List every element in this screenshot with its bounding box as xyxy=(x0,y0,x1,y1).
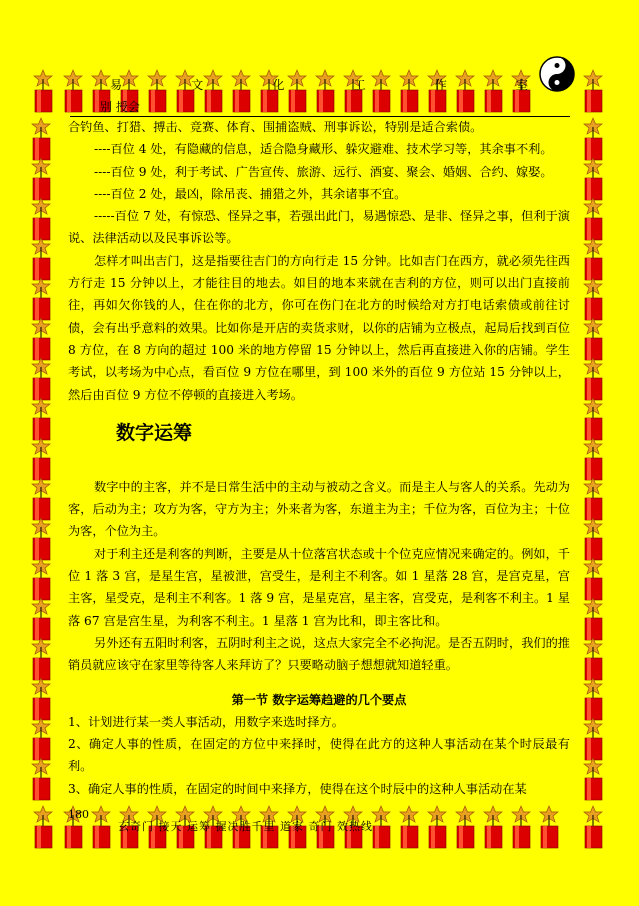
subsection-heading: 第一节 数字运筹趋避的几个要点 xyxy=(231,692,407,707)
header-title-char: 化 xyxy=(272,78,287,92)
paragraph: 另外还有五阳时利客，五阴时利主之说，这点大家完全不必拘泥。是否五阴时，我们的推销员就应该守在家里等待客人来拜访了？只要略动脑子想想就知道轻重。 xyxy=(68,635,570,673)
candle-star-icon xyxy=(32,758,50,800)
candle-star-icon xyxy=(32,198,50,240)
candle-star-icon xyxy=(32,118,50,160)
candle-star-icon xyxy=(584,478,602,520)
page-header xyxy=(70,72,570,118)
candle-star-icon xyxy=(32,158,50,200)
candle-star-icon xyxy=(584,598,602,640)
candle-star-icon xyxy=(584,70,602,112)
candle-star-icon xyxy=(584,806,602,848)
candle-star-icon xyxy=(32,398,50,440)
candle-star-icon xyxy=(584,198,602,240)
candle-star-icon xyxy=(584,518,602,560)
candle-star-icon xyxy=(584,758,602,800)
paragraph: 合钓鱼、打猎、搏击、竞赛、体育、围捕盗贼、刑事诉讼，特别是适合索债。 xyxy=(68,120,483,134)
page-footer xyxy=(68,806,570,836)
paragraph: ----百位 2 处，最凶，除吊丧、捕猎之外，其余诸事不宜。 xyxy=(94,186,407,201)
paragraph: 2、确定人事的性质，在固定的方位中来择时，使得在此方的这种人事活动在某个时辰最有利。 xyxy=(68,737,570,774)
header-title-char: 室 xyxy=(515,78,530,92)
candle-star-icon xyxy=(584,238,602,280)
paragraph: 1、计划进行某一类人事活动，用数字来选时择方。 xyxy=(68,714,344,729)
header-subtitle: 别 授会 xyxy=(100,100,140,114)
candle-star-icon xyxy=(32,678,50,720)
header-title xyxy=(110,76,530,93)
paragraph: ----百位 4 处，有隐藏的信息，适合隐身藏形、躲灾避难、技术学习等，其余事不利。 xyxy=(94,142,553,157)
header-title-char: 文 xyxy=(191,78,206,92)
candle-star-icon xyxy=(584,558,602,600)
candle-star-icon xyxy=(32,638,50,680)
candle-star-icon xyxy=(584,158,602,200)
candle-star-icon xyxy=(32,358,50,400)
candle-star-icon xyxy=(32,558,50,600)
header-title-char: 易 xyxy=(110,78,125,92)
candle-star-icon xyxy=(584,278,602,320)
candle-star-icon xyxy=(584,358,602,400)
candle-star-icon xyxy=(584,438,602,480)
candle-star-icon xyxy=(32,598,50,640)
paragraph: 怎样才叫出吉门，这是指要往吉门的方向行走 15 分钟。比如吉门在西方，就必须先往西方行走 15 分钟以上，才能往目的地去。如目的地本来就在吉利的方位，则可以出门直接前往，再如欠你钱的人，住在你的北方，你可在伤门在北方的时候给对方打电话索债或前往讨债，会有出乎意料的效果。比如你是开店的卖货求财，以你的店铺为立极点，起局后找到百位 8 方位，在 8 方向的超过 100 米的地方停留 15 分钟以上，然后再直接进入你的店铺。学生考试，以考场为中心点，看百位 9 方位在哪里，到 100 米外的百位 9 方位站 15 分钟以上，然后由百位 9 方位不停顿的直接进入考场。 xyxy=(68,253,570,402)
candle-star-icon xyxy=(32,278,50,320)
section-heading: 数字运筹 xyxy=(116,421,193,444)
candle-star-icon xyxy=(32,478,50,520)
page-content xyxy=(68,116,570,800)
footer-text: 玄奇门 接天 运筹 握决胜千里 道家 奇门 效热线 xyxy=(118,820,373,833)
candle-star-icon xyxy=(32,238,50,280)
candle-star-icon xyxy=(584,398,602,440)
candle-star-icon xyxy=(32,518,50,560)
candle-star-icon xyxy=(32,718,50,760)
header-title-char: 工 xyxy=(353,78,368,92)
paragraph: 数字中的主客，并不是日常生活中的主动与被动之含义。而是主人与客人的关系。先动为客，后动为主；攻方为客，守方为主；外来者为客，东道主为主；千位为客，百位为主；十位为客，个位为主。 xyxy=(68,479,570,539)
candle-star-icon xyxy=(584,678,602,720)
paragraph: -----百位 7 处，有惊恐、怪异之事，若强出此门，易遇惊恐、是非、怪异之事，但利于演说、法律活动以及民事诉讼等。 xyxy=(68,209,570,246)
header-title-char: 作 xyxy=(434,78,449,92)
candle-star-icon xyxy=(34,70,52,112)
candle-star-icon xyxy=(584,318,602,360)
paragraph: ----百位 9 处，利于考试、广告宣传、旅游、远行、酒宴、聚会、婚姻、合约、嫁娶。 xyxy=(94,164,553,179)
candle-star-icon xyxy=(32,318,50,360)
candle-star-icon xyxy=(584,638,602,680)
paragraph: 3、确定人事的性质，在固定的时间中来择方，使得在这个时辰中的这种人事活动在某 xyxy=(68,781,527,796)
candle-star-icon xyxy=(584,118,602,160)
page-number: 180 xyxy=(68,808,89,821)
candle-star-icon xyxy=(32,438,50,480)
paragraph: 对于利主还是利客的判断，主要是从十位落宫状态或十个位克应情况来确定的。例如，千位 1 落 3 宫，是星生宫，星被泄，宫受生，是利主不利客。如 1 星落 28 宫，是宫克星，宫主客，星受克，是利主不利客。1 落 9 宫，是星克宫，星主客，宫受克，是利客不利主。1 星落 67 宫是宫生星，为利客不利主。1 星落 1 宫为比和，即主客比和。 xyxy=(68,546,570,628)
candle-star-icon xyxy=(584,718,602,760)
candle-star-icon xyxy=(34,806,52,848)
